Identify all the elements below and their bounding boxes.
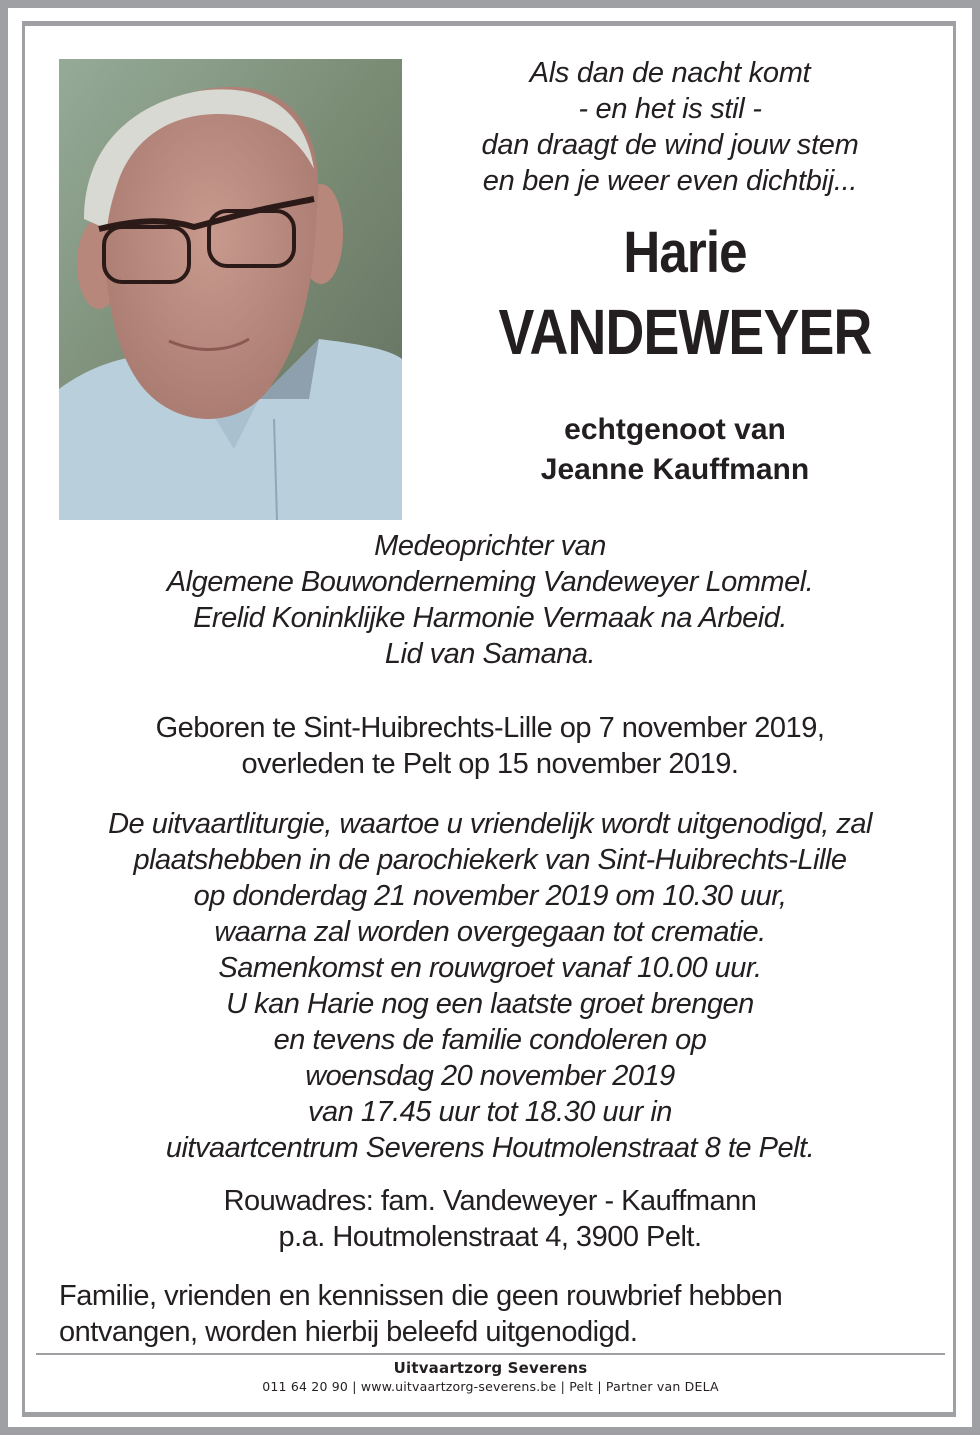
birth-death-block: [40, 710, 940, 782]
address-block: [40, 1183, 940, 1255]
poem-line: dan draagt de wind jouw stem: [481, 129, 859, 161]
title-line: Lid van Samana.: [384, 638, 596, 670]
portrait-photo-icon: [59, 59, 402, 520]
ceremony-block: [40, 806, 940, 1166]
invitation-line: ontvangen, worden hierbij beleefd uitgenodigd.: [59, 1316, 638, 1348]
ceremony-line: Samenkomst en rouwgroet vanaf 10.00 uur.: [218, 952, 762, 984]
title-line: Medeoprichter van: [374, 530, 606, 562]
invitation-line: Familie, vrienden en kennissen die geen rouwbrief hebben: [59, 1280, 783, 1312]
ceremony-line: woensdag 20 november 2019: [305, 1060, 675, 1092]
ceremony-line: De uitvaartliturgie, waartoe u vriendelijk wordt uitgenodigd, zal: [108, 808, 872, 840]
ceremony-line: plaatshebben in de parochiekerk van Sint-Huibrechts-Lille: [133, 844, 847, 876]
address-line: p.a. Houtmolenstraat 4, 3900 Pelt.: [278, 1221, 702, 1253]
titles-block: [40, 528, 940, 672]
deceased-last-name: VANDEWEYER: [498, 296, 872, 368]
ceremony-line: uitvaartcentrum Severens Houtmolenstraat 8 te Pelt.: [165, 1132, 815, 1164]
ceremony-line: U kan Harie nog een laatste groet brengen: [226, 988, 754, 1020]
funeral-company-info: 011 64 20 90 | www.uitvaartzorg-severens.be | Pelt | Partner van DELA: [262, 1379, 719, 1394]
ceremony-line: waarna zal worden overgegaan tot crematie.: [214, 916, 766, 948]
footer-divider: [36, 1353, 945, 1355]
portrait-photo: [59, 59, 402, 520]
ceremony-line: en tevens de familie condoleren op: [273, 1024, 707, 1056]
spouse-name: Jeanne Kauffmann: [540, 453, 810, 486]
poem-line: Als dan de nacht komt: [529, 57, 811, 89]
poem-line: en ben je weer even dichtbij...: [482, 165, 858, 197]
title-line: Algemene Bouwonderneming Vandeweyer Lommel.: [166, 566, 814, 598]
address-line: Rouwadres: fam. Vandeweyer - Kauffmann: [223, 1185, 757, 1217]
spouse-relation: echtgenoot van: [564, 413, 786, 446]
poem: [420, 55, 920, 199]
ceremony-line: op donderdag 21 november 2019 om 10.30 uur,: [193, 880, 787, 912]
birth-line: Geboren te Sint-Huibrechts-Lille op 7 november 2019,: [155, 712, 825, 744]
title-line: Erelid Koninklijke Harmonie Vermaak na Arbeid.: [193, 602, 787, 634]
footer: [36, 1358, 945, 1396]
poem-line: - en het is stil -: [578, 93, 762, 125]
funeral-company-name: Uitvaartzorg Severens: [393, 1359, 588, 1377]
deceased-first-name: Harie: [623, 220, 747, 285]
death-line: overleden te Pelt op 15 november 2019.: [241, 748, 739, 780]
ceremony-line: van 17.45 uur tot 18.30 uur in: [308, 1096, 672, 1128]
invitation-block: [59, 1278, 939, 1350]
spouse-block: [440, 410, 910, 490]
